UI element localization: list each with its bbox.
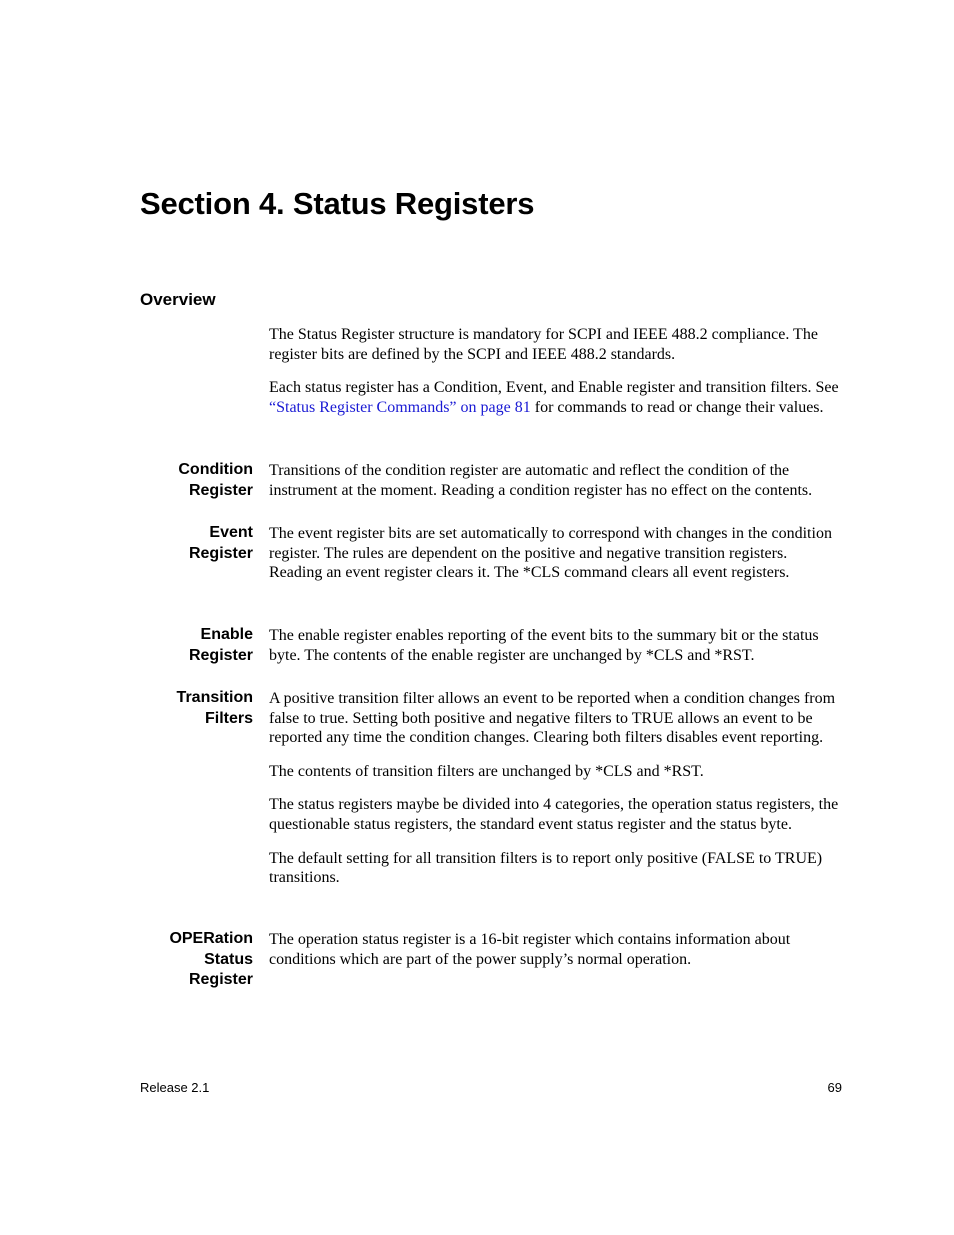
label-line: Condition — [178, 461, 253, 478]
operation-status-register-paragraph: The operation status register is a 16-bit register which contains information about conditions which are part of the power supply’s normal operation. — [269, 931, 791, 968]
label-line: Transition — [176, 689, 253, 706]
label-line: Filters — [204, 709, 253, 727]
overview-paragraph-1: The Status Register structure is mandatory for SCPI and IEEE 488.2 compliance. The register bits are defined by the SCPI and IEEE 488.2 standards. — [269, 326, 818, 363]
transition-filters-paragraph-1: A positive transition filter allows an event to be reported when a condition changes from false to true. Setting both positive and negative filters to TRUE allows an event to be reported any time the condition changes. Clearing both filters disables event reporting. — [269, 690, 836, 747]
overview-body — [269, 325, 844, 431]
release-label: Release 2.1 — [140, 1080, 210, 1095]
label-line: Status — [204, 950, 253, 968]
page-title: Section 4. Status Registers — [140, 186, 535, 221]
transition-filters-paragraph-3: The status registers maybe be divided into 4 categories, the operation status registers, the questionable status registers, the standard event status register and the status byte. — [269, 796, 839, 833]
page-number: 69 — [827, 1080, 842, 1095]
overview-p2-text-before: Each status register has a Condition, Event, and Enable register and transition filters. See — [269, 379, 839, 397]
enable-register-paragraph: The enable register enables reporting of the event bits to the summary bit or the status byte. The contents of the enable register are unchanged by *CLS and *RST. — [269, 627, 819, 664]
label-line: Register — [188, 646, 253, 664]
transition-filters-paragraph-4: The default setting for all transition filters is to report only positive (FALSE to TRUE) transitions. — [269, 849, 823, 887]
transition-filters-label — [140, 688, 253, 729]
condition-register-label — [140, 460, 253, 501]
overview-paragraph-2 — [269, 378, 844, 417]
operation-status-register-body — [269, 930, 844, 983]
condition-register-paragraph: Transitions of the condition register are automatic and reflect the condition of the instrument at the moment. Reading a condition register has no effect on the contents. — [269, 462, 813, 499]
transition-filters-body — [269, 689, 844, 902]
enable-register-body — [269, 626, 844, 679]
label-line: Register — [188, 481, 253, 499]
label-line: Register — [188, 544, 253, 562]
overview-p2-text-after: for commands to read or change their values. — [530, 398, 824, 416]
event-register-label — [140, 523, 253, 564]
condition-register-body — [269, 461, 844, 514]
event-register-paragraph: The event register bits are set automatically to correspond with changes in the condition register. The rules are dependent on the positive and negative transition registers. Reading an event register clears it. The *CLS command clears all event registers. — [269, 525, 832, 582]
label-line: Event — [209, 524, 253, 541]
enable-register-label — [140, 625, 253, 666]
operation-status-register-label — [140, 929, 253, 991]
transition-filters-paragraph-2: The contents of transition filters are unchanged by *CLS and *RST. — [269, 762, 704, 780]
status-register-commands-link[interactable]: “Status Register Commands” on page 81 — [269, 398, 531, 416]
label-line: Enable — [200, 626, 253, 643]
overview-heading: Overview — [140, 290, 216, 309]
label-line: OPERation — [169, 930, 253, 947]
label-line: Register — [188, 971, 253, 988]
event-register-body — [269, 524, 844, 597]
